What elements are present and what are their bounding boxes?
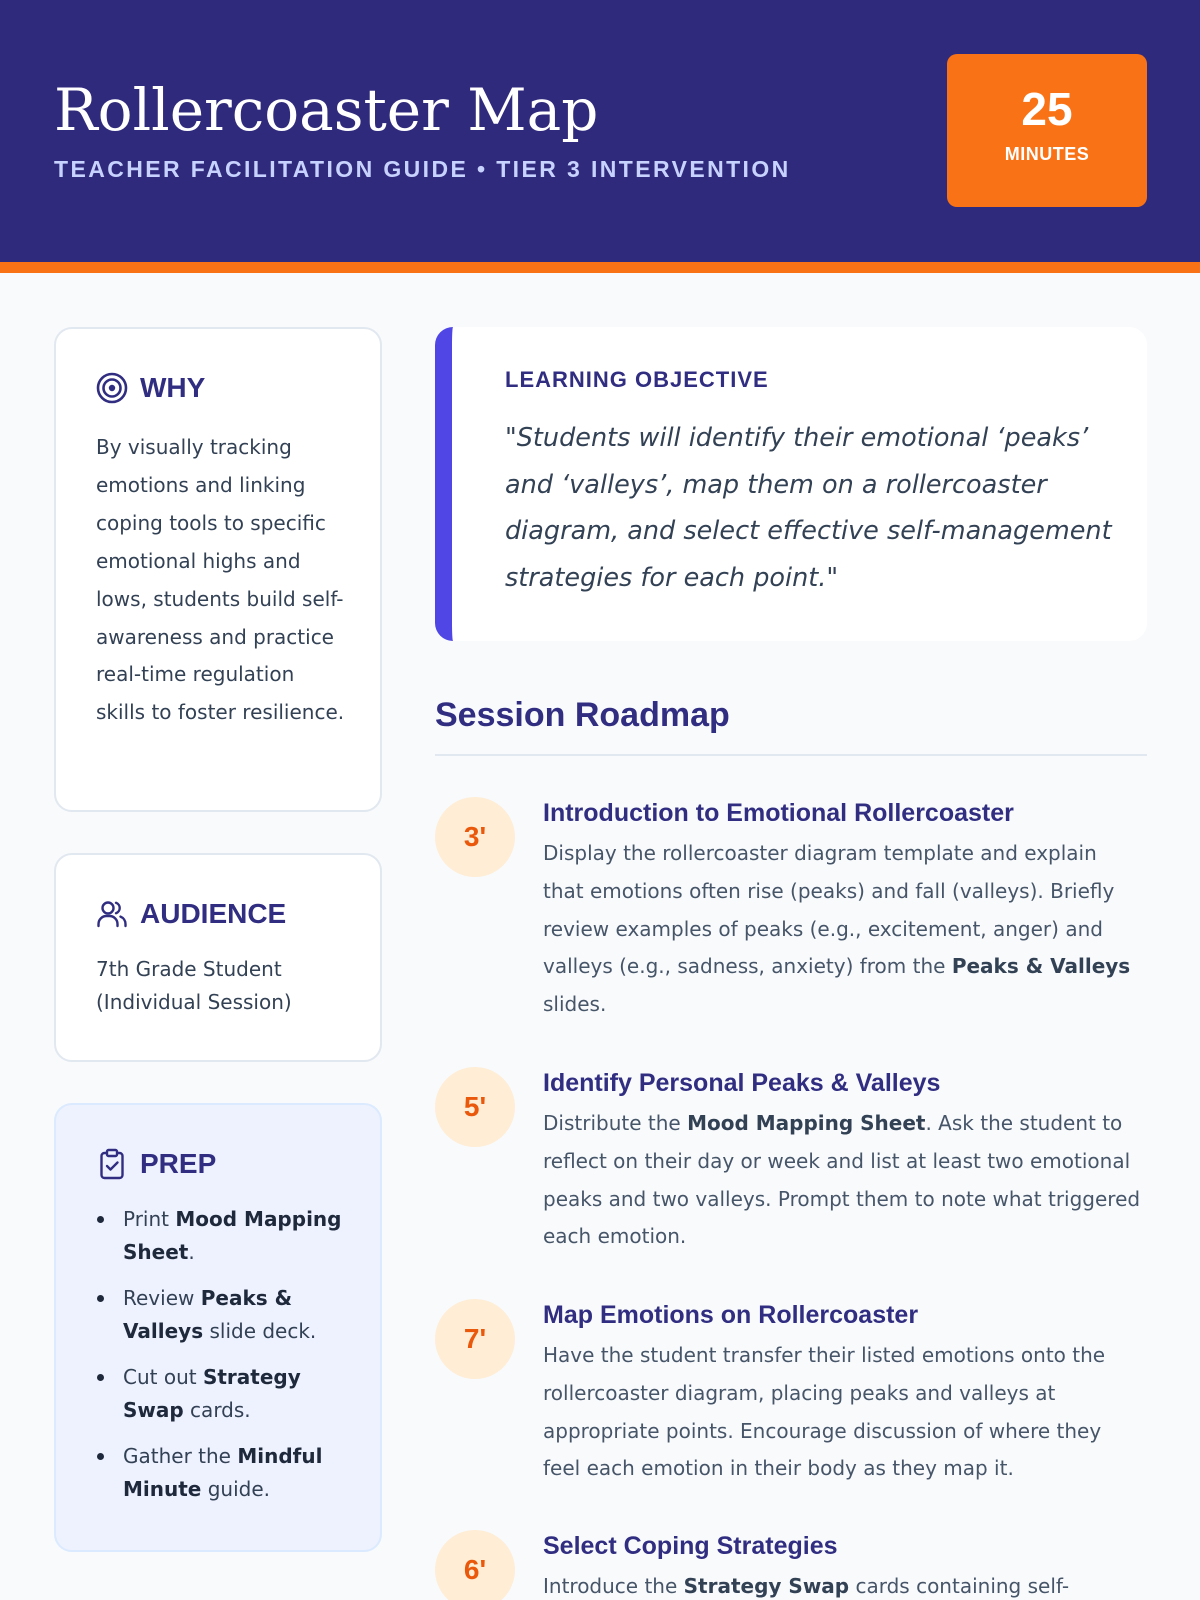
step-minutes-badge: 7' bbox=[435, 1299, 515, 1379]
prep-title: PREP bbox=[140, 1148, 217, 1179]
page-subtitle: TEACHER FACILITATION GUIDE • TIER 3 INTERVENTION bbox=[54, 156, 791, 182]
why-card bbox=[54, 327, 382, 812]
prep-item: Print Mood Mapping Sheet. bbox=[96, 1203, 366, 1269]
audience-line-1: 7th Grade Student bbox=[96, 957, 282, 981]
prep-item: Cut out Strategy Swap cards. bbox=[96, 1361, 366, 1427]
why-text: By visually tracking emotions and linking coping tools to specific emotional highs and lows, students build self-awareness and practice real-time regulation skills to foster resilience. bbox=[96, 435, 345, 725]
audience-card bbox=[54, 853, 382, 1062]
prep-item: Review Peaks & Valleys slide deck. bbox=[96, 1282, 366, 1348]
duration-badge bbox=[947, 54, 1147, 207]
prep-list bbox=[96, 1203, 366, 1519]
audience-line-2: (Individual Session) bbox=[96, 990, 292, 1014]
objective-text: "Students will identify their emotional ‘peaks’ and ‘valleys’, map them on a rollercoaster diagram, and select effective self-management strategies for each point." bbox=[505, 423, 1112, 593]
prep-card bbox=[54, 1103, 382, 1552]
step-minutes-badge: 5' bbox=[435, 1067, 515, 1147]
audience-card-header bbox=[96, 897, 286, 931]
step-description: Display the rollercoaster diagram template and explain that emotions often rise (peaks) and fall (valleys). Briefly review examples of peaks (e.g., excitement, anger) and valleys (e.g., sadness, anxiety) from the Peaks & Valleys slides. bbox=[543, 841, 1131, 1017]
step-minutes-badge: 6' bbox=[435, 1530, 515, 1600]
step-description: Introduce the Strategy Swap cards containing self- bbox=[543, 1574, 1070, 1598]
step-title: Identify Personal Peaks & Valleys bbox=[543, 1069, 941, 1097]
audience-text bbox=[96, 953, 346, 1019]
users-icon bbox=[96, 898, 128, 930]
step-title: Introduction to Emotional Rollercoaster bbox=[543, 799, 1014, 827]
step-title: Select Coping Strategies bbox=[543, 1532, 838, 1560]
page-title: Rollercoaster Map bbox=[54, 76, 599, 144]
header-accent-stripe bbox=[0, 262, 1200, 273]
objective-label: LEARNING OBJECTIVE bbox=[505, 367, 769, 392]
roadmap-title: Session Roadmap bbox=[435, 696, 730, 734]
roadmap-divider bbox=[435, 754, 1147, 756]
prep-item: Gather the Mindful Minute guide. bbox=[96, 1440, 366, 1506]
learning-objective-card bbox=[435, 327, 1147, 641]
target-icon bbox=[96, 372, 128, 404]
why-card-header bbox=[96, 371, 205, 405]
clipboard-check-icon bbox=[96, 1148, 128, 1180]
page-header bbox=[0, 0, 1200, 262]
prep-card-header bbox=[96, 1147, 216, 1181]
duration-unit: MINUTES bbox=[1004, 144, 1090, 164]
audience-title: AUDIENCE bbox=[140, 898, 287, 929]
step-minutes-badge: 3' bbox=[435, 797, 515, 877]
step-description: Distribute the Mood Mapping Sheet. Ask the student to reflect on their day or week and list at least two emotional peaks and two valleys. Prompt them to note what triggered each emotion. bbox=[543, 1111, 1141, 1249]
step-description: Have the student transfer their listed emotions onto the rollercoaster diagram, placing peaks and valleys at appropriate points. Encourage discussion of where they feel each emotion in their body as they map it. bbox=[543, 1343, 1106, 1481]
duration-value: 25 bbox=[1021, 83, 1073, 135]
why-title: WHY bbox=[140, 372, 206, 403]
step-title: Map Emotions on Rollercoaster bbox=[543, 1301, 919, 1329]
